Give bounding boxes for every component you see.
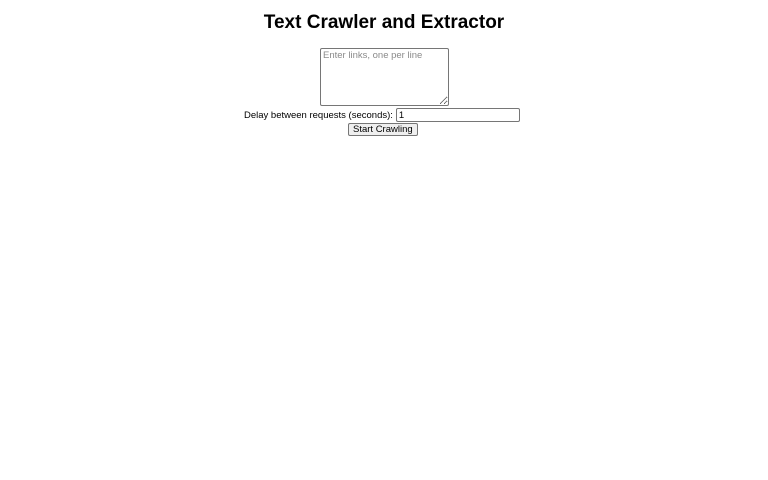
start-crawling-button[interactable]: Start Crawling [348, 123, 418, 136]
delay-label: Delay between requests (seconds): [244, 109, 393, 121]
delay-row [244, 108, 520, 122]
links-input[interactable] [320, 48, 449, 106]
delay-input[interactable] [396, 108, 520, 122]
page-title: Text Crawler and Extractor [263, 12, 505, 33]
